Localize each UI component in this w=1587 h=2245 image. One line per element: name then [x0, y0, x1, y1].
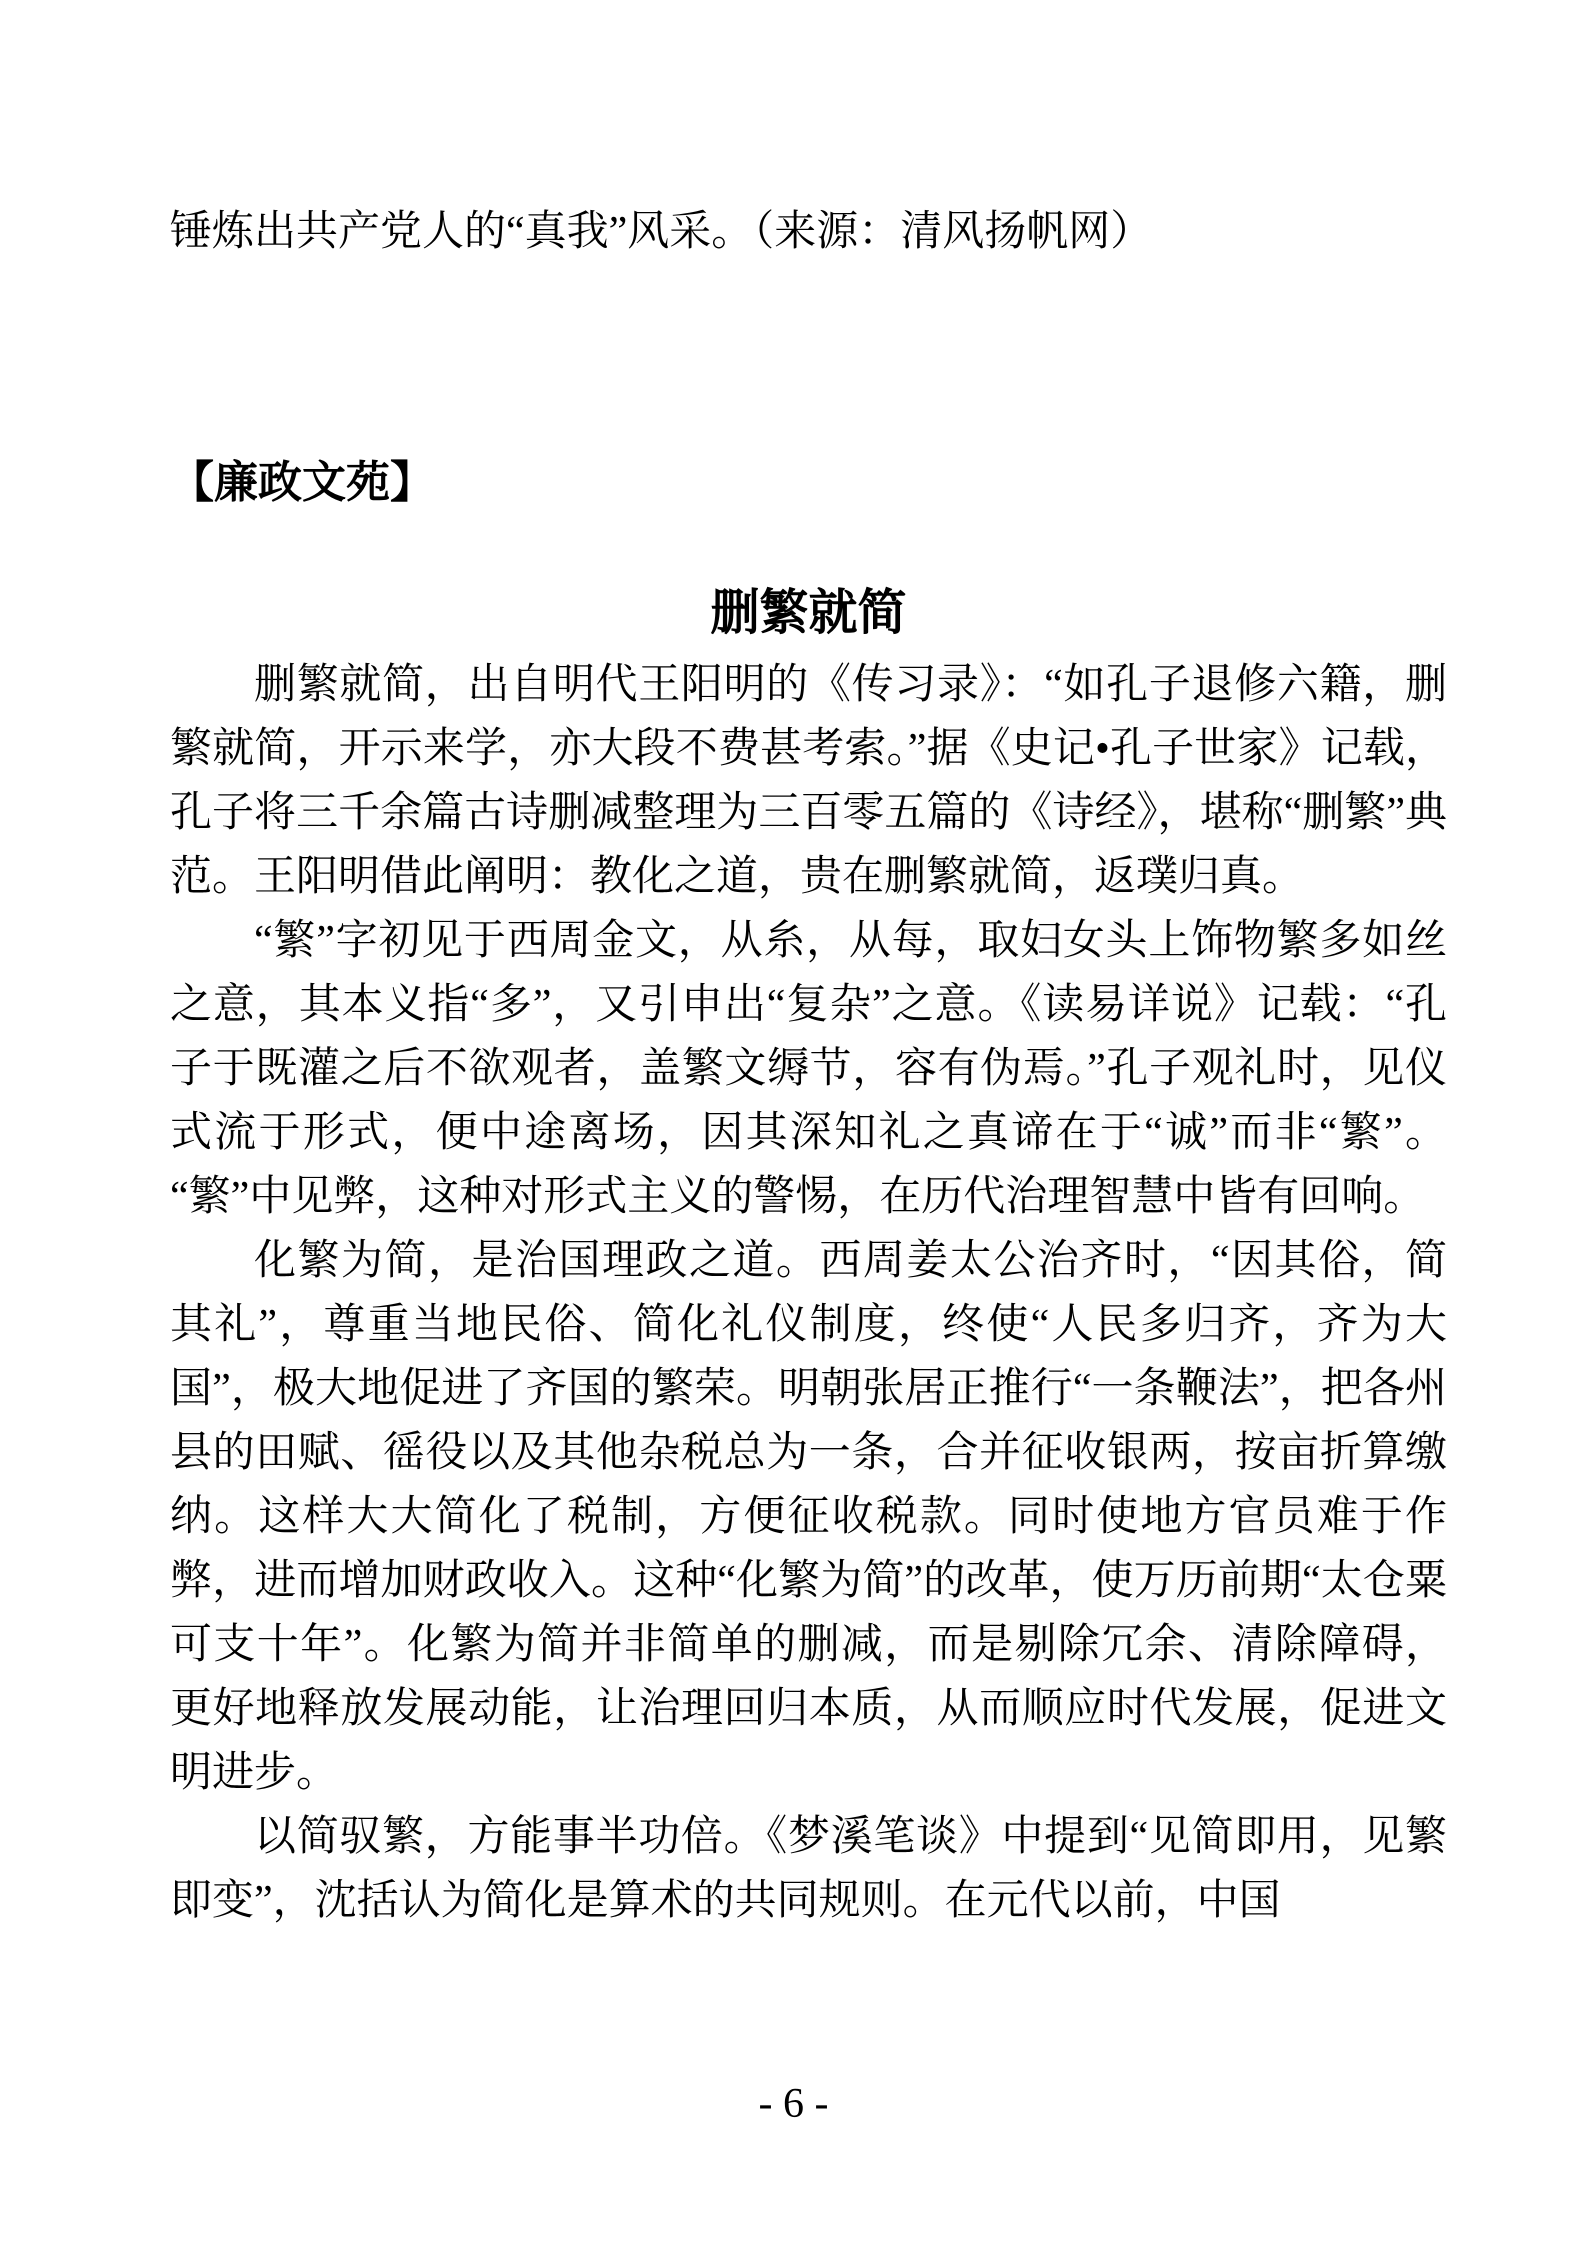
article-paragraph: 以简驭繁，方能事半功倍。《梦溪笔谈》中提到“见简即用，见繁即变”，沈括认为简化是算术的共同规则。在元代以前，中国 [170, 1814, 1447, 1924]
section-header: 【廉政文苑】 [170, 458, 434, 507]
article-paragraph: 删繁就简，出自明代王阳明的《传习录》：“如孔子退修六籍，删繁就简，开示来学，亦大段不费甚考索。”据《史记•孔子世家》记载，孔子将三千余篇古诗删减整理为三百零五篇的《诗经》，堪称“删繁”典范。王阳明借此阐明：教化之道，贵在删繁就简，返璞归真。 [170, 662, 1447, 900]
continuation-paragraph: 锤炼出共产党人的“真我”风采。（来源：清风扬帆网） [170, 209, 1153, 255]
page-content [170, 200, 1447, 1933]
article-paragraph: 化繁为简，是治国理政之道。西周姜太公治齐时，“因其俗，简其礼”，尊重当地民俗、简化礼仪制度，终使“人民多归齐，齐为大国”，极大地促进了齐国的繁荣。明朝张居正推行“一条鞭法”，把各州县的田赋、徭役以及其他杂税总为一条，合并征收银两，按亩折算缴纳。这样大大简化了税制，方便征收税款。同时使地方官员难于作弊，进而增加财政收入。这种“化繁为简”的改革，使万历前期“太仓粟可支十年”。化繁为简并非简单的删减，而是剔除冗余、清除障碍，更好地释放发展动能，让治理回归本质，从而顺应时代发展，促进文明进步。 [170, 1238, 1447, 1796]
article-paragraph: “繁”字初见于西周金文，从糸，从每，取妇女头上饰物繁多如丝之意，其本义指“多”，又引申出“复杂”之意。《读易详说》记载：“孔子于既灌之后不欲观者，盖繁文缛节，容有伪焉。”孔子观礼时，见仪式流于形式，便中途离场，因其深知礼之真谛在于“诚”而非“繁”。“繁”中见弊，这种对形式主义的警惕，在历代治理智慧中皆有回响。 [170, 918, 1447, 1220]
article-title: 删繁就简 [710, 585, 907, 640]
article-body [170, 653, 1447, 1933]
page-number: - 6 - [758, 2081, 829, 2127]
